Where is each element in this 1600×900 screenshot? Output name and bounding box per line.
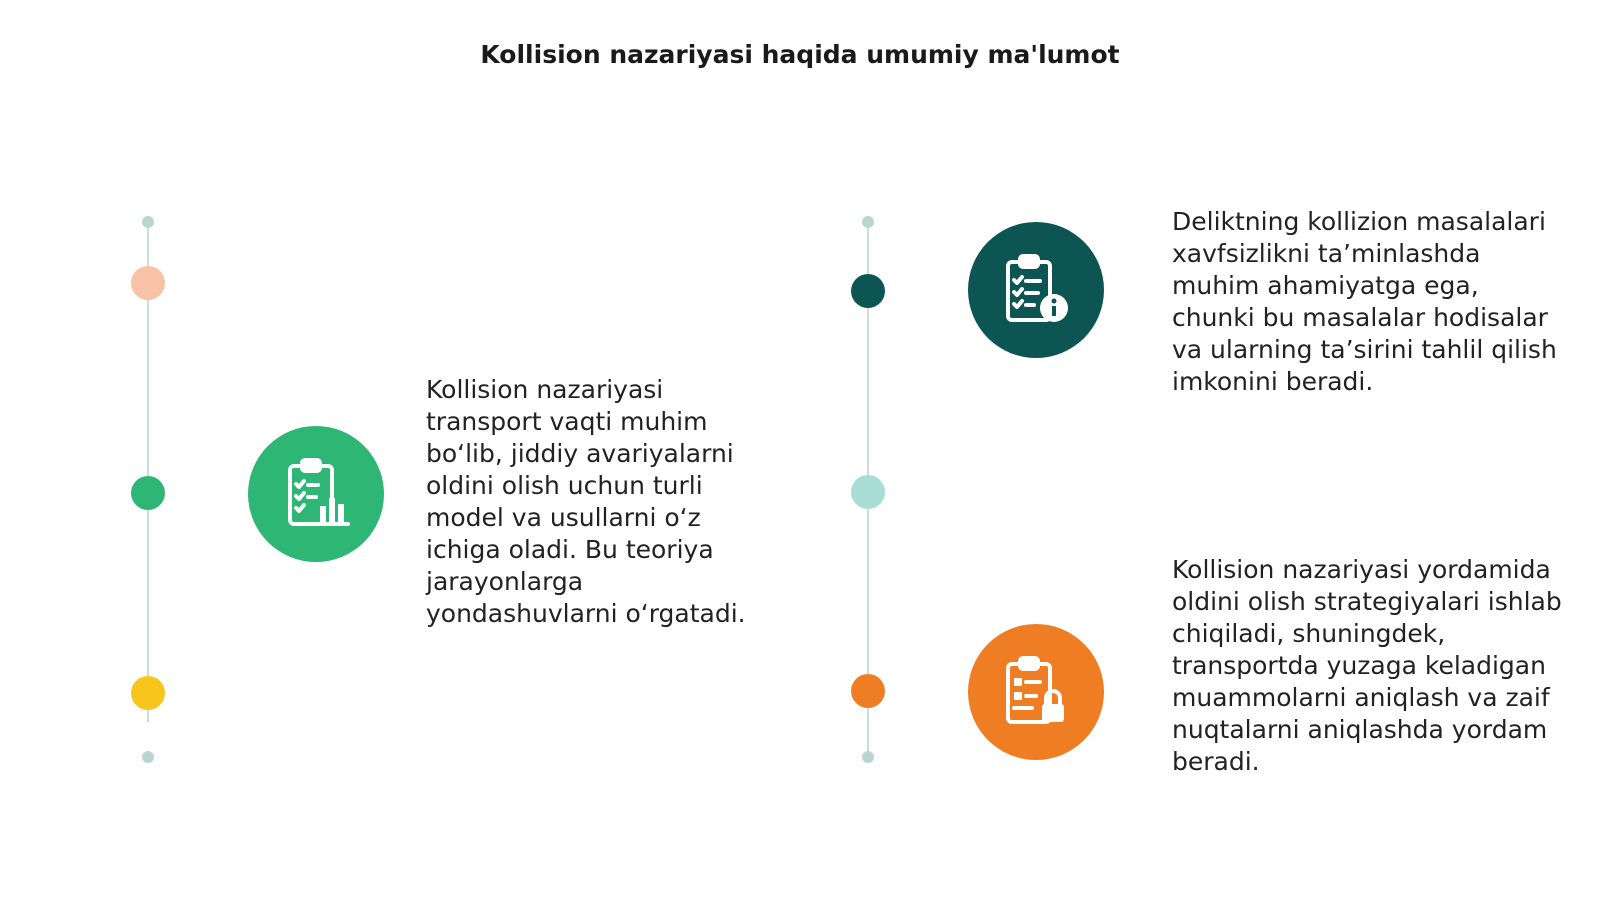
item-1-description: Kollision nazariyasi transport vaqti muhim bo‘lib, jiddiy avariyalarni oldini olish uchun turli model va usullarni o‘z ichiga oladi. Bu teoriya jarayonlarga yondashuvlarni o‘rgatadi. (426, 375, 746, 628)
left-timeline-end (142, 751, 154, 763)
left-timeline-dot-1 (131, 266, 165, 300)
left-timeline (136, 210, 160, 770)
left-timeline-dot-3 (131, 676, 165, 710)
item-2-description: Deliktning kollizion masalalari xavfsizlikni ta’minlashda muhim ahamiyatga ega, chunki bu masalalar hodisalar va ularning ta’sirini tahlil qilish imkonini beradi. (1172, 207, 1557, 396)
clipboard-chart-icon (248, 426, 384, 562)
clipboard-lock-icon (968, 624, 1104, 760)
right-timeline-dot-3 (851, 674, 885, 708)
right-timeline-start (862, 216, 874, 228)
right-timeline (856, 210, 880, 770)
right-timeline-dot-2 (851, 475, 885, 509)
page-title: Kollision nazariyasi haqida umumiy ma'lumot (480, 40, 1120, 69)
item-3-description: Kollision nazariyasi yordamida oldini olish strategiyalari ishlab chiqiladi, shuningdek, transportda yuzaga keladigan muammolarni aniqlash va zaif nuqtalarni aniqlashda yordam beradi. (1172, 555, 1562, 776)
right-timeline-dot-1 (851, 274, 885, 308)
clipboard-info-icon (968, 222, 1104, 358)
left-timeline-dot-2 (131, 476, 165, 510)
right-timeline-end (862, 751, 874, 763)
left-timeline-start (142, 216, 154, 228)
